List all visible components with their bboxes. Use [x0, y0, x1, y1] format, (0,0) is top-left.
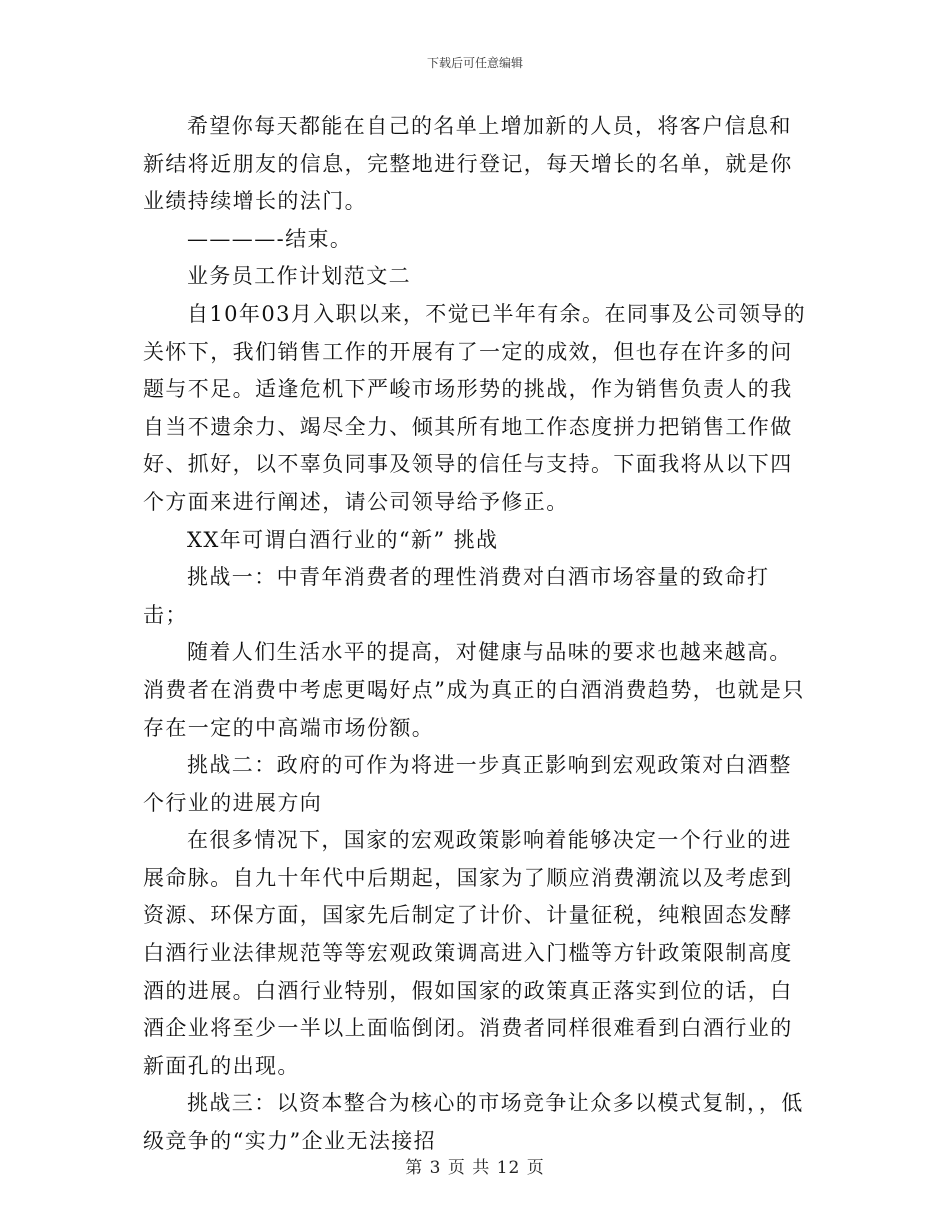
paragraph-end-marker: ————-结束。: [187, 226, 353, 251]
paragraph-challenge-one: 随着人们生活水平的提高，对健康与品味的要求也越来越高。消费者在消费中考虑更喝好点”成为真正的白酒消费趋势，也就是只存在一定的中高端市场份额。: [143, 640, 805, 740]
section-heading-challenges: XX年可谓白酒行业的“新” 挑战: [187, 527, 499, 552]
section-heading-plan-two: 业务员工作计划范文二: [187, 264, 411, 289]
page-number: 第 3 页 共 12 页: [405, 1158, 545, 1178]
page-header: 下载后可任意编辑: [426, 56, 523, 70]
challenge-one-heading: 挑战一：中青年消费者的理性消费对白酒市场容量的致命打击；: [143, 565, 770, 627]
paragraph-customer-list: 希望你每天都能在自己的名单上增加新的人员，将客户信息和新结将近朋友的信息，完整地进行登记，每天增长的名单，就是你业绩持续增长的法门。: [143, 114, 793, 214]
paragraph-challenge-two: 在很多情况下，国家的宏观政策影响着能够决定一个行业的进展命脉。自九十年代中后期起，国家为了顺应消费潮流以及考虑到资源、环保方面，国家先后制定了计价、计量征税，纯粮固态发酵白酒行业法律规范等等宏观政策调高进入门槛等方针政策限制高度酒的进展。白酒行业特别，假如国家的政策真正落实到位的话，白酒企业将至少一半以上面临倒闭。消费者同样很难看到白酒行业的新面孔的出现。: [143, 828, 793, 1078]
document-body: [143, 108, 808, 1161]
paragraph-introduction: 自10年03月入职以来，不觉已半年有余。在同事及公司领导的关怀下，我们销售工作的开展有了一定的成效，但也存在许多的问题与不足。适逢危机下严峻市场形势的挑战，作为销售负责人的我自当不遗余力、竭尽全力、倾其所有地工作态度拼力把销售工作做好、抓好，以不辜负同事及领导的信任与支持。下面我将从以下四个方面来进行阐述，请公司领导给予修正。: [143, 301, 807, 514]
challenge-two-heading: 挑战二：政府的可作为将进一步真正影响到宏观政策对白酒整个行业的进展方向: [143, 753, 792, 815]
challenge-three-heading: 挑战三：以资本整合为核心的市场竞争让众多以模式复制，，低级竞争的“实力”企业无法接招: [143, 1091, 804, 1154]
